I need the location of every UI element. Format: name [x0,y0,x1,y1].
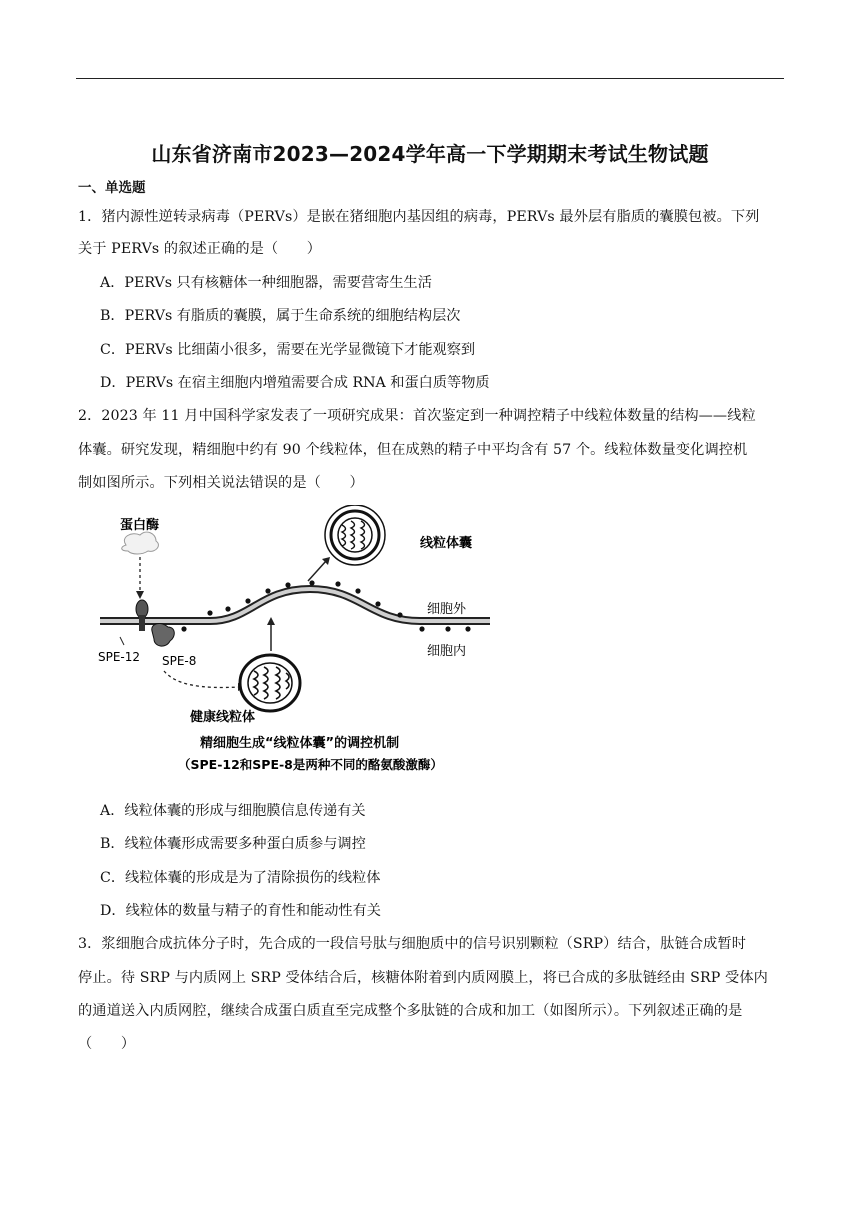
section-heading: 一、单选题 [78,180,146,196]
q3-line-3: 的通道送入内质网腔，继续合成蛋白质直至完成整个多肽链的合成和加工（如图所示）。下列叙述正确的是 [78,1003,743,1019]
spe12-label: SPE-12 [98,650,141,664]
mitochondrial-sac-icon [325,505,385,565]
q1-line-1: 1．猪内源性逆转录病毒（PERVs）是嵌在猪细胞内基因组的病毒，PERVs 最外层有脂质的囊膜包被。下列 [78,209,760,225]
page-title: 山东省济南市2023—2024学年高一下学期期末考试生物试题 [151,142,709,166]
q2-line-2: 体囊。研究发现，精细胞中约有 90 个线粒体，但在成熟的精子中平均含有 57 个。线粒体数量变化调控机 [78,442,748,458]
q1-option-d[interactable]: D．PERVs 在宿主细胞内增殖需要合成 RNA 和蛋白质等物质 [100,375,490,391]
q2-line-1: 2．2023 年 11 月中国科学家发表了一项研究成果：首次鉴定到一种调控精子中线粒体数量的结构——线粒 [78,408,756,424]
spe12-receptor-icon [136,600,148,631]
protease-icon [122,532,159,554]
q2-option-d[interactable]: D．线粒体的数量与精子的育性和能动性有关 [100,903,381,919]
q2-option-c[interactable]: C．线粒体囊的形成是为了清除损伤的线粒体 [100,870,381,886]
spe8-kinase-icon [152,624,174,647]
q2-line-3: 制如图所示。下列相关说法错误的是（ ） [78,475,364,491]
spe8-label: SPE-8 [162,654,197,668]
protease-label: 蛋白酶 [120,518,160,533]
q1-line-2: 关于 PERVs 的叙述正确的是（ ） [78,241,322,257]
q3-line-2: 停止。待 SRP 与内质网上 SRP 受体结合后，核糖体附着到内质网膜上，将已合成的多肽链经由 SRP 受体内 [78,970,768,986]
inside-label: 细胞内 [427,644,467,659]
healthy-mitochondrion-icon [240,655,300,711]
q3-line-4: （ ） [78,1036,136,1052]
outside-label: 细胞外 [427,602,467,617]
healthy-mitochondrion-label: 健康线粒体 [190,710,256,725]
figure-caption-1: 精细胞生成“线粒体囊”的调控机制 [200,736,400,751]
q2-option-a[interactable]: A．线粒体囊的形成与细胞膜信息传递有关 [100,803,366,819]
q3-line-1: 3．浆细胞合成抗体分子时，先合成的一段信号肽与细胞质中的信号识别颗粒（SRP）结合，肽链合成暂时 [78,936,747,952]
mitochondrial-sac-figure [90,505,510,785]
q1-option-c[interactable]: C．PERVs 比细菌小很多，需要在光学显微镜下才能观察到 [100,342,476,358]
q2-option-b[interactable]: B．线粒体囊形成需要多种蛋白质参与调控 [100,836,366,852]
figure-caption-2: （SPE-12和SPE-8是两种不同的酪氨酸激酶） [178,757,443,772]
q1-option-b[interactable]: B．PERVs 有脂质的囊膜，属于生命系统的细胞结构层次 [100,308,461,324]
top-rule [76,78,784,79]
q1-option-a[interactable]: A．PERVs 只有核糖体一种细胞器，需要营寄生生活 [100,275,432,291]
sac-label: 线粒体囊 [420,536,473,551]
